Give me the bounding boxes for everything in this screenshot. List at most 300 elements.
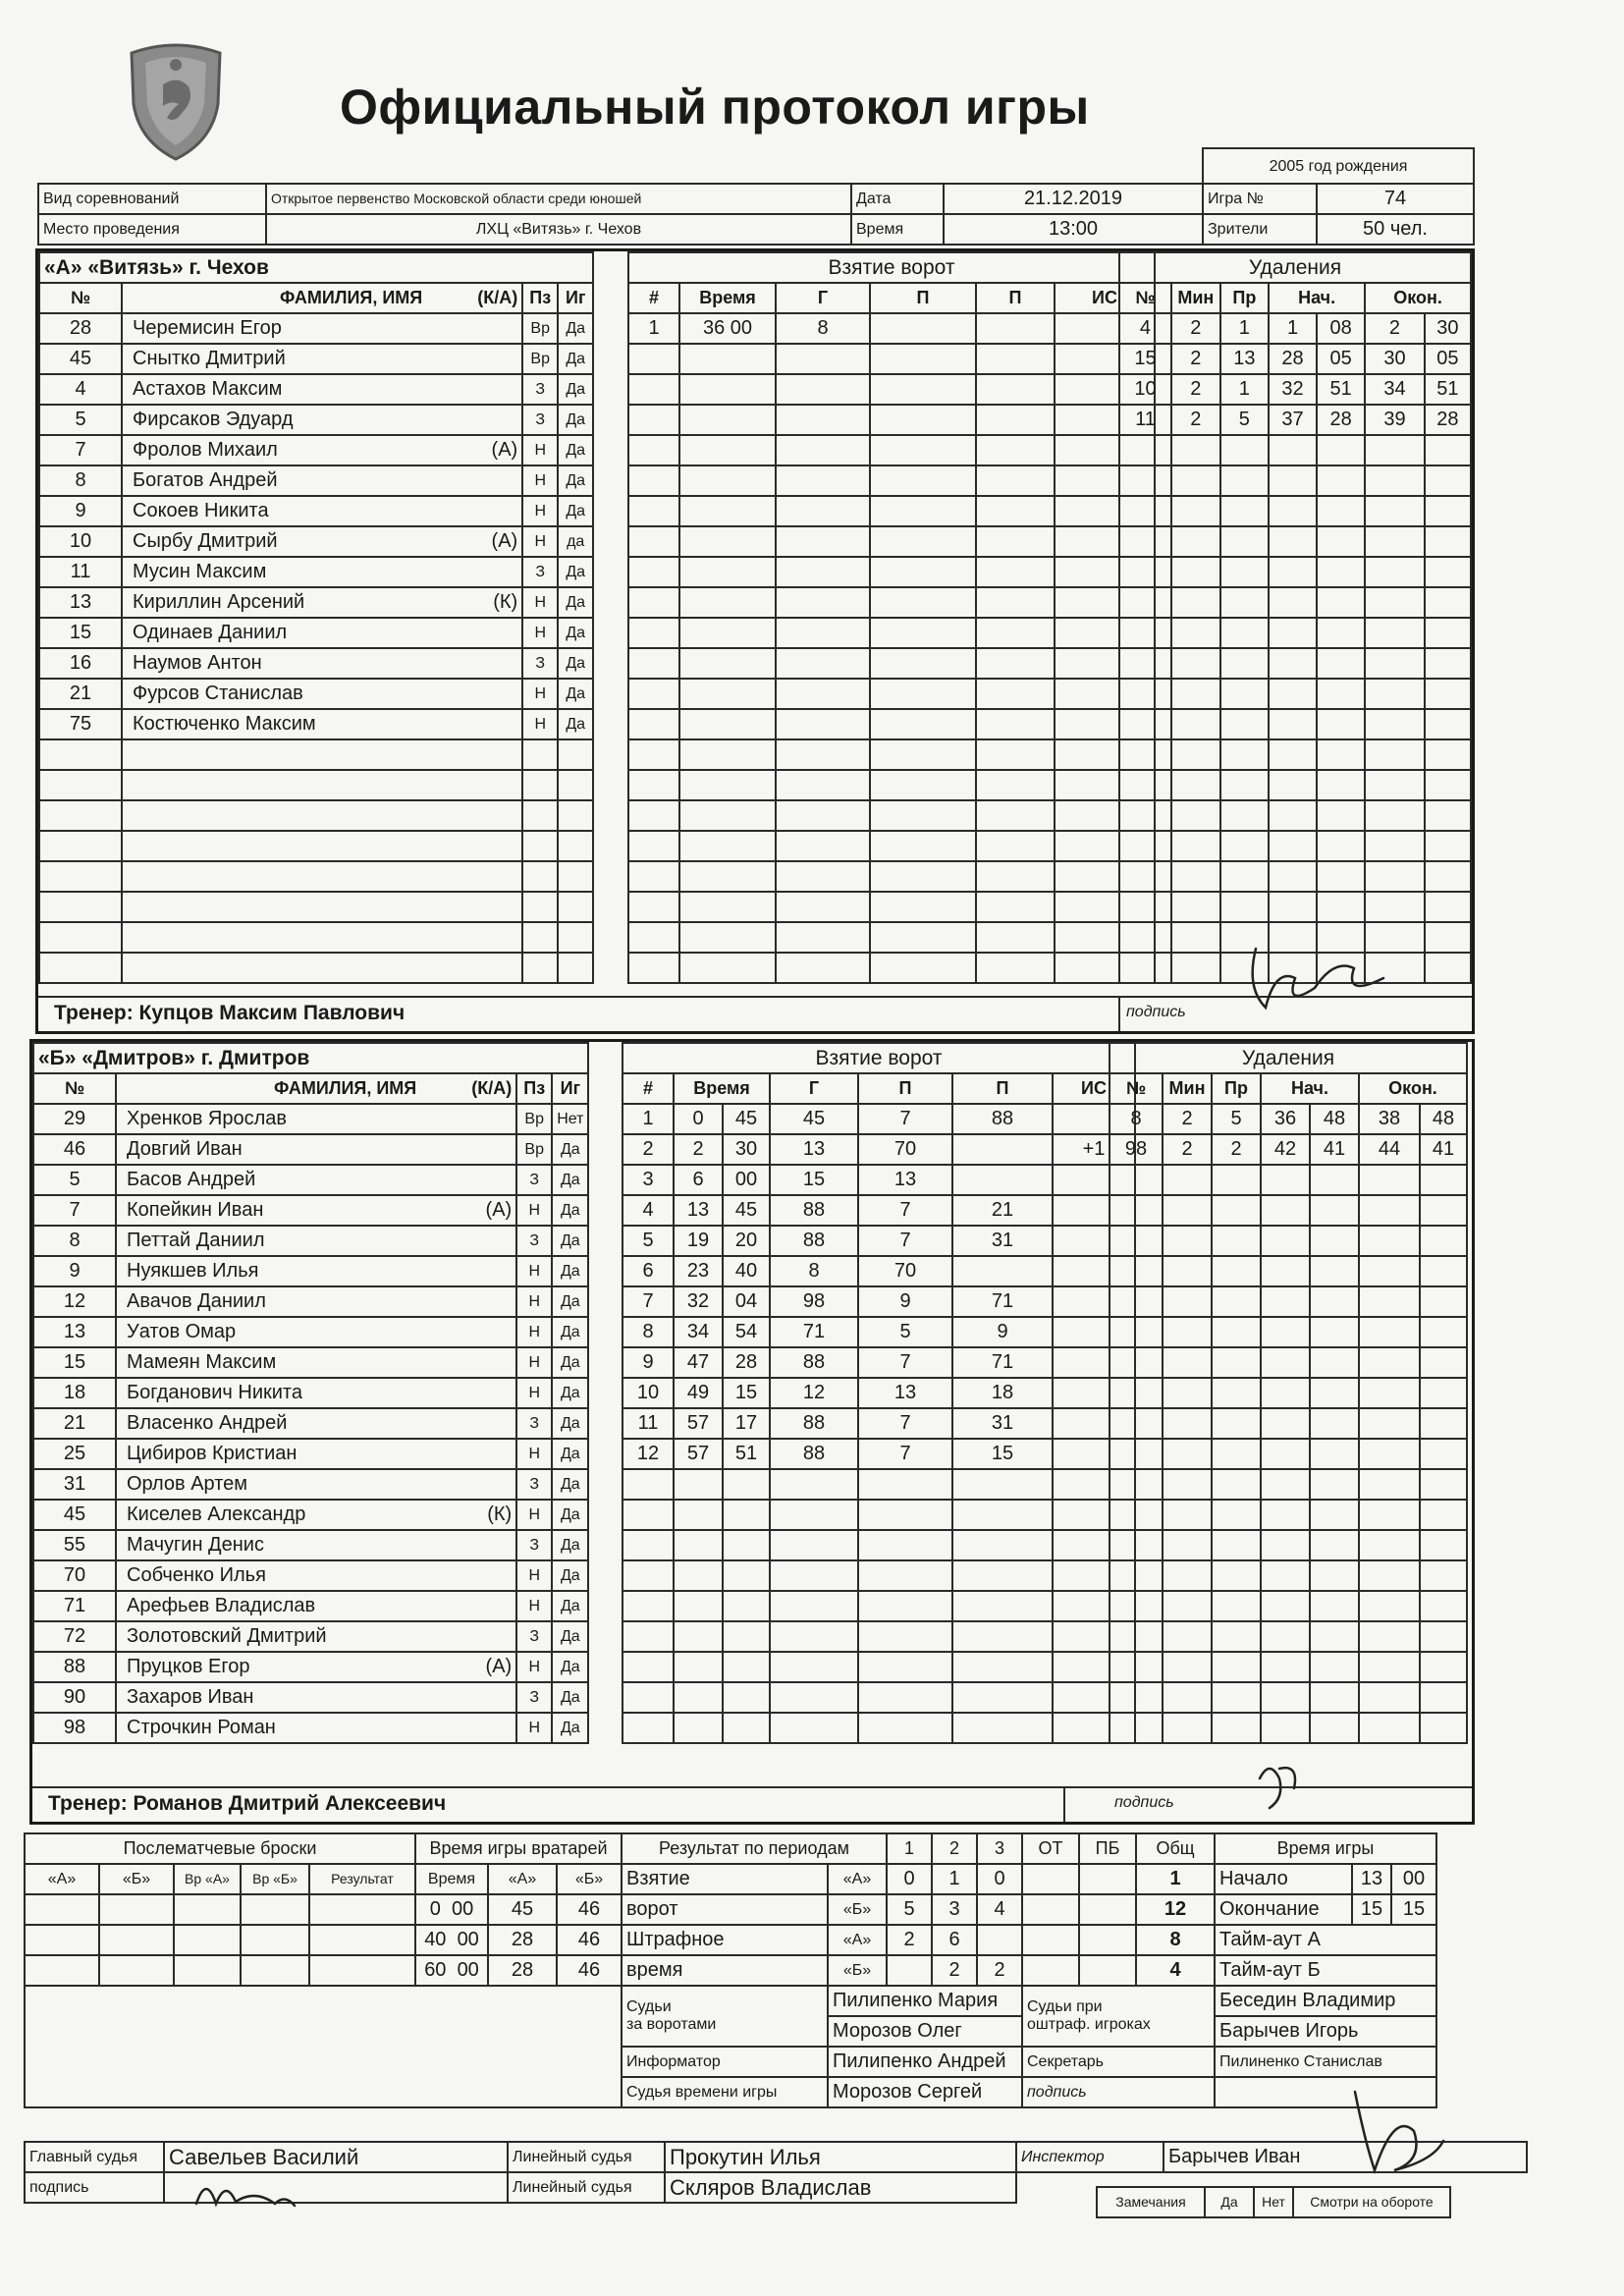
player-playing: Да [552, 1439, 588, 1469]
player-position: Н [522, 618, 558, 648]
player-position [522, 800, 558, 831]
goal-a-cell [976, 587, 1055, 618]
penalty-a-cell [1317, 892, 1365, 922]
player-name [122, 405, 522, 435]
penalty-b-cell [1310, 1195, 1359, 1226]
penalty-b-row [1110, 1652, 1467, 1682]
player-name [116, 1682, 516, 1713]
penalty-b-cell [1261, 1195, 1310, 1226]
penalty-b-row [1110, 1347, 1467, 1378]
penalty-a-cell [1425, 679, 1471, 709]
goal-a-cell [679, 557, 776, 587]
penalty-a-cell [1119, 526, 1171, 557]
goal-b-cell: 4 [623, 1195, 674, 1226]
player-name-text: Пруцков Егор [127, 1656, 250, 1677]
player-playing: Да [552, 1652, 588, 1682]
goal-a-cell [776, 739, 870, 770]
player-name-text: Астахов Максим [133, 378, 283, 400]
penalty-b-row [1110, 1286, 1467, 1317]
bottom-timeout-a: Тайм-аут А [1215, 1925, 1436, 1955]
penalty-b-cell [1420, 1165, 1467, 1195]
penalties-title-a: Удаления [1119, 252, 1471, 283]
cell [241, 1925, 309, 1955]
bottom-goals-a-0: 0 [887, 1864, 932, 1894]
penalty-b-cell [1359, 1165, 1420, 1195]
player-playing [558, 800, 593, 831]
goal-b-cell [623, 1530, 674, 1560]
penalty-b-cell [1163, 1378, 1212, 1408]
penalty-a-cell [1119, 496, 1171, 526]
penalty-b-cell [1110, 1317, 1163, 1347]
penalty-a-cell [1220, 770, 1269, 800]
penalty-b-cell [1212, 1378, 1261, 1408]
player-position [522, 892, 558, 922]
goal-a-row [628, 313, 1155, 344]
player-position: З [522, 648, 558, 679]
player-playing: Да [552, 1500, 588, 1530]
team-a-name: «А» «Витязь» г. Чехов [39, 252, 593, 283]
player-position: З [516, 1165, 552, 1195]
goal-b-cell: 13 [770, 1134, 858, 1165]
goal-b-cell: 28 [723, 1347, 770, 1378]
player-row [39, 405, 593, 435]
goal-b-cell: 2 [674, 1134, 723, 1165]
player-row [39, 344, 593, 374]
penalty-b-cell [1163, 1195, 1212, 1226]
penalty-a-row [1119, 465, 1471, 496]
bottom-gk-rows-2-0: 60 [424, 1959, 447, 1981]
penalty-a-cell [1317, 800, 1365, 831]
bottom-pim-a-5: 8 [1136, 1925, 1215, 1955]
penalty-a-cell [1425, 435, 1471, 465]
goal-a-cell [976, 526, 1055, 557]
penalty-a-row [1119, 770, 1471, 800]
bottom-period-cols-5: Общ [1136, 1833, 1215, 1864]
penalty-a-cell [1365, 465, 1425, 496]
goal-a-cell [870, 800, 976, 831]
penalty-a-cell [1119, 557, 1171, 587]
goal-b-cell [674, 1500, 723, 1530]
penalty-a-cell [1425, 526, 1471, 557]
penalty-b-cell [1212, 1652, 1261, 1682]
goal-b-cell: 2 [623, 1134, 674, 1165]
goal-a-cell [776, 648, 870, 679]
cell [25, 1894, 99, 1925]
goal-b-cell: 54 [723, 1317, 770, 1347]
penalty-a-cell [1220, 587, 1269, 618]
penalty-a-cell: 30 [1365, 344, 1425, 374]
penalty-b-cell [1110, 1591, 1163, 1621]
bottom-pim-b-1: 2 [932, 1955, 977, 1986]
goal-b-cell: 7 [858, 1195, 952, 1226]
goal-a-cell [870, 405, 976, 435]
venue-label: Место проведения [38, 214, 266, 245]
goal-b-cell: 7 [858, 1226, 952, 1256]
chief-label: Главный судья [25, 2142, 164, 2172]
goal-a-cell [679, 892, 776, 922]
penalty-a-cell [1171, 648, 1220, 679]
penalty-a-cell: 28 [1269, 344, 1317, 374]
penalty-a-cell [1220, 831, 1269, 861]
player-name [122, 861, 522, 892]
penalty-b-cell [1110, 1165, 1163, 1195]
player-row [33, 1560, 588, 1591]
goal-b-cell [674, 1591, 723, 1621]
goal-b-cell: 23 [674, 1256, 723, 1286]
penalty-b-cell [1420, 1256, 1467, 1286]
penalty-a-cell [1269, 465, 1317, 496]
headers-g-time: Время [674, 1073, 770, 1104]
penalty-b-cell [1310, 1347, 1359, 1378]
headers-p-num: № [1110, 1073, 1163, 1104]
player-name [116, 1317, 516, 1347]
player-position: Н [516, 1195, 552, 1226]
goal-b-cell: 34 [674, 1317, 723, 1347]
bottom-gk-rows-2-3: 46 [557, 1955, 622, 1986]
goal-b-cell: 88 [770, 1439, 858, 1469]
bottom-start-h: 13 [1352, 1864, 1391, 1894]
player-row [39, 953, 593, 983]
player-number: 70 [33, 1560, 116, 1591]
penalty-b-cell [1310, 1317, 1359, 1347]
bottom-shootout-cols-0: «А» [25, 1864, 99, 1894]
goal-b-cell: 88 [770, 1347, 858, 1378]
goal-b-cell [623, 1713, 674, 1743]
player-row [39, 831, 593, 861]
goal-b-cell: 57 [674, 1439, 723, 1469]
player-number: 12 [33, 1286, 116, 1317]
player-playing: Да [558, 709, 593, 739]
penalty-b-cell [1212, 1347, 1261, 1378]
penalty-b-row [1110, 1621, 1467, 1652]
goal-b-cell: 70 [858, 1256, 952, 1286]
time-value: 13:00 [944, 214, 1203, 245]
bottom-goals-b-0: 5 [887, 1894, 932, 1925]
goal-b-cell [952, 1500, 1053, 1530]
player-name [116, 1621, 516, 1652]
player-name-text [127, 835, 133, 856]
player-row [39, 587, 593, 618]
player-name [116, 1165, 516, 1195]
penalty-b-cell [1110, 1713, 1163, 1743]
penalty-a-cell [1425, 465, 1471, 496]
penalty-b-cell [1110, 1378, 1163, 1408]
penalty-a-cell [1171, 435, 1220, 465]
player-playing: Да [558, 557, 593, 587]
bottom-team-a-short: «А» [828, 1925, 887, 1955]
player-row [33, 1195, 588, 1226]
player-position [522, 770, 558, 800]
goal-a-cell [628, 465, 679, 496]
player-number: 75 [39, 709, 122, 739]
penalty-a-cell: 30 [1425, 313, 1471, 344]
goal-a-cell [628, 496, 679, 526]
headers-name: ФАМИЛИЯ, ИМЯ [280, 288, 423, 307]
penalty-b-cell [1420, 1439, 1467, 1469]
penalty-a-cell [1171, 770, 1220, 800]
player-name-text [127, 743, 133, 765]
goal-b-row [623, 1165, 1135, 1195]
goal-a-cell [976, 892, 1055, 922]
team-a-goals [627, 251, 1156, 984]
player-name [116, 1256, 516, 1286]
remarks-table [1096, 2186, 1451, 2218]
bottom-goal-judge-1: Пилипенко Мария [828, 1986, 1022, 2016]
player-row [33, 1621, 588, 1652]
player-position [522, 922, 558, 953]
goal-b-cell [858, 1713, 952, 1743]
goal-b-row [623, 1621, 1135, 1652]
penalty-a-cell [1269, 557, 1317, 587]
bottom-goal-judges-label-1: Судьи [626, 1998, 672, 2015]
player-number: 11 [39, 557, 122, 587]
penalty-b-cell [1310, 1256, 1359, 1286]
penalty-b-cell [1420, 1591, 1467, 1621]
player-number: 16 [39, 648, 122, 679]
penalty-b-cell [1261, 1439, 1310, 1469]
bottom-penalty-judges-label-2: оштраф. игроках [1027, 2016, 1151, 2033]
penalty-b-cell [1420, 1226, 1467, 1256]
penalty-b-cell [1212, 1621, 1261, 1652]
goal-b-cell: 47 [674, 1347, 723, 1378]
player-position: З [516, 1530, 552, 1560]
goal-a-cell [679, 526, 776, 557]
player-name [122, 770, 522, 800]
penalty-a-cell [1220, 739, 1269, 770]
goal-b-row [623, 1317, 1135, 1347]
goal-a-cell [976, 405, 1055, 435]
goal-b-cell [952, 1530, 1053, 1560]
penalty-b-cell [1212, 1256, 1261, 1286]
goal-a-cell [776, 496, 870, 526]
goal-b-cell: 11 [623, 1408, 674, 1439]
penalty-b-cell [1261, 1530, 1310, 1560]
penalty-a-cell: 5 [1220, 405, 1269, 435]
player-name-text: Петтай Даниил [127, 1230, 265, 1251]
penalty-a-cell [1269, 709, 1317, 739]
penalty-a-cell [1220, 892, 1269, 922]
goal-b-cell: 49 [674, 1378, 723, 1408]
penalty-a-cell [1269, 526, 1317, 557]
player-name [116, 1378, 516, 1408]
bottom-pim-label-1: Штрафное [622, 1925, 828, 1955]
penalty-b-cell [1261, 1500, 1310, 1530]
player-position: Н [522, 587, 558, 618]
player-playing: Нет [552, 1104, 588, 1134]
goal-a-cell: 1 [628, 313, 679, 344]
goal-b-row [623, 1347, 1135, 1378]
goal-b-cell [623, 1621, 674, 1652]
goal-b-cell [623, 1591, 674, 1621]
penalty-a-cell: 1 [1269, 313, 1317, 344]
penalty-b-cell [1163, 1621, 1212, 1652]
goal-a-cell [679, 374, 776, 405]
goal-a-cell [679, 922, 776, 953]
player-name-text: Одинаев Даниил [133, 622, 288, 643]
goal-a-cell [679, 496, 776, 526]
penalty-a-cell [1171, 922, 1220, 953]
bottom-informer-label: Информатор [622, 2047, 828, 2077]
goal-a-cell [679, 587, 776, 618]
goal-a-cell [628, 405, 679, 435]
player-ka: (А) [485, 1656, 513, 1677]
penalty-a-cell [1220, 557, 1269, 587]
player-number: 10 [39, 526, 122, 557]
penalty-a-cell: 05 [1317, 344, 1365, 374]
goal-a-row [628, 587, 1155, 618]
penalty-b-cell [1310, 1591, 1359, 1621]
penalty-a-cell [1220, 648, 1269, 679]
player-row [39, 679, 593, 709]
player-row [33, 1713, 588, 1743]
penalty-b-cell [1420, 1286, 1467, 1317]
player-name-text: Власенко Андрей [127, 1412, 288, 1434]
penalty-a-cell [1425, 770, 1471, 800]
penalty-b-cell [1310, 1713, 1359, 1743]
goal-a-row [628, 770, 1155, 800]
player-name-text: Костюченко Максим [133, 713, 316, 735]
penalty-b-cell [1261, 1713, 1310, 1743]
goal-b-cell: +1 [1053, 1134, 1135, 1165]
bottom-team-a-short: «А» [828, 1864, 887, 1894]
goal-b-row [623, 1469, 1135, 1500]
goal-a-cell [870, 465, 976, 496]
goal-b-cell: 45 [723, 1195, 770, 1226]
player-position: Н [522, 435, 558, 465]
player-number: 18 [33, 1378, 116, 1408]
goal-a-cell [976, 557, 1055, 587]
penalty-b-cell: 98 [1110, 1134, 1163, 1165]
penalty-a-cell [1269, 587, 1317, 618]
cell [241, 1894, 309, 1925]
penalty-a-cell [1317, 679, 1365, 709]
player-row [33, 1530, 588, 1560]
penalty-b-cell [1110, 1560, 1163, 1591]
penalty-a-cell: 13 [1220, 344, 1269, 374]
penalty-a-cell: 51 [1317, 374, 1365, 405]
bottom-gk-cols-1: «А» [488, 1864, 557, 1894]
goal-b-row [623, 1408, 1135, 1439]
player-row [33, 1317, 588, 1347]
penalty-a-cell [1425, 648, 1471, 679]
player-row [33, 1682, 588, 1713]
headers-p-pr: Пр [1220, 283, 1269, 313]
penalty-b-cell [1420, 1195, 1467, 1226]
penalty-b-cell [1310, 1286, 1359, 1317]
goal-b-cell: 10 [623, 1378, 674, 1408]
goal-b-cell [674, 1530, 723, 1560]
player-row [39, 922, 593, 953]
goal-a-cell [870, 526, 976, 557]
player-number: 8 [39, 465, 122, 496]
goal-a-cell [976, 679, 1055, 709]
player-name [116, 1439, 516, 1469]
penalty-b-cell [1163, 1682, 1212, 1713]
goal-b-cell [952, 1134, 1053, 1165]
penalty-a-row [1119, 739, 1471, 770]
player-name [116, 1652, 516, 1682]
player-name-text [127, 957, 133, 978]
goal-a-row [628, 953, 1155, 983]
goal-b-cell [723, 1682, 770, 1713]
goal-b-cell [674, 1682, 723, 1713]
penalty-b-cell [1212, 1317, 1261, 1347]
player-name [122, 344, 522, 374]
penalty-a-cell [1365, 709, 1425, 739]
penalty-a-cell: 2 [1171, 344, 1220, 374]
penalty-a-cell [1365, 435, 1425, 465]
goal-a-cell [976, 465, 1055, 496]
goal-b-cell [723, 1652, 770, 1682]
penalty-b-cell: 8 [1110, 1104, 1163, 1134]
player-number: 15 [39, 618, 122, 648]
bottom-pim-a-3 [1022, 1925, 1079, 1955]
goal-a-row [628, 496, 1155, 526]
penalty-a-cell [1119, 618, 1171, 648]
player-position: Вр [516, 1134, 552, 1165]
penalty-b-cell [1359, 1439, 1420, 1469]
goal-b-cell: 15 [723, 1378, 770, 1408]
player-name [116, 1530, 516, 1560]
goal-a-cell [976, 618, 1055, 648]
penalty-b-cell [1420, 1408, 1467, 1439]
goal-b-cell [770, 1682, 858, 1713]
player-playing: да [558, 526, 593, 557]
penalty-b-row [1110, 1408, 1467, 1439]
goal-a-cell [870, 618, 976, 648]
goal-a-cell [776, 892, 870, 922]
goal-b-cell: 30 [723, 1134, 770, 1165]
bottom-penalty-judge-2: Барычев Игорь [1215, 2016, 1436, 2047]
player-playing: Да [558, 313, 593, 344]
penalty-b-cell: 2 [1163, 1134, 1212, 1165]
penalty-a-cell [1269, 739, 1317, 770]
goal-a-cell [776, 953, 870, 983]
goal-a-cell [776, 526, 870, 557]
player-name [122, 831, 522, 861]
penalty-b-cell [1310, 1408, 1359, 1439]
penalty-a-cell [1119, 679, 1171, 709]
player-playing: Да [552, 1530, 588, 1560]
player-playing [558, 922, 593, 953]
penalty-a-cell [1171, 557, 1220, 587]
goal-a-cell [628, 770, 679, 800]
penalty-a-cell: 15 [1119, 344, 1171, 374]
goal-b-cell: 13 [858, 1378, 952, 1408]
bottom-gk-rows-0-3: 46 [557, 1894, 622, 1925]
penalty-b-cell [1261, 1652, 1310, 1682]
goal-a-cell [628, 892, 679, 922]
player-playing: Да [552, 1286, 588, 1317]
goal-b-cell [858, 1682, 952, 1713]
player-row [33, 1408, 588, 1439]
penalty-a-cell [1171, 709, 1220, 739]
penalty-a-cell [1269, 648, 1317, 679]
penalty-a-row [1119, 344, 1471, 374]
player-name-text [127, 896, 133, 917]
penalty-a-cell [1365, 892, 1425, 922]
penalty-a-cell [1269, 496, 1317, 526]
bottom-goals-a-1: 1 [932, 1864, 977, 1894]
team-a-signature [1217, 929, 1393, 1027]
penalty-b-cell [1212, 1195, 1261, 1226]
penalty-a-cell [1119, 709, 1171, 739]
penalty-b-cell [1420, 1347, 1467, 1378]
penalty-b-cell [1110, 1195, 1163, 1226]
goal-b-cell [674, 1560, 723, 1591]
penalty-b-row [1110, 1378, 1467, 1408]
penalty-a-cell [1317, 587, 1365, 618]
